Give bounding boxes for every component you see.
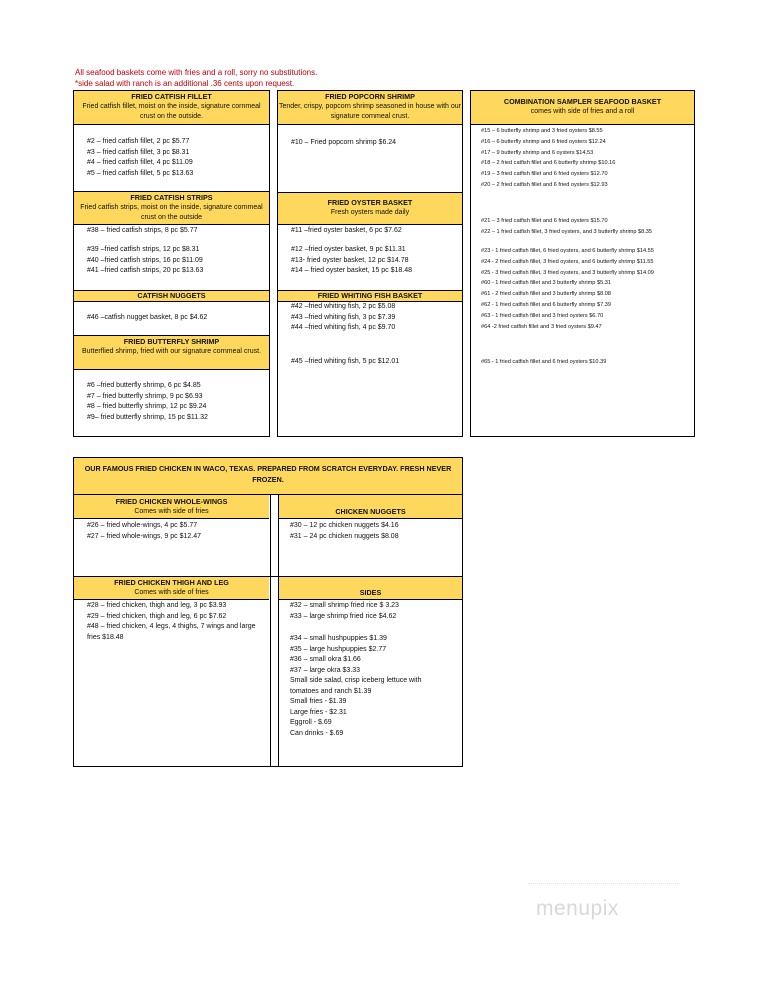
menu-item: #4 – fried catfish fillet, 4 pc $11.09	[87, 159, 193, 166]
menu-item: #42 –fried whiting fish, 2 pc $5.08	[291, 303, 396, 310]
sampler-title: COMBINATION SAMPLER SEAFOOD BASKET	[503, 97, 662, 106]
menu-item: #60 - 1 fried catfish fillet and 3 butterfly shrimp $5.31	[481, 280, 611, 287]
menu-item: #30 – 12 pc chicken nuggets $4.16	[290, 522, 399, 529]
oyster-basket-items-more	[291, 245, 412, 277]
menu-item: Large fries - $2.31	[290, 708, 347, 716]
sides-items-more	[290, 634, 450, 739]
menu-item: #31 – 24 pc chicken nuggets $8.08	[290, 532, 399, 540]
chicken-nuggets-header	[279, 495, 462, 519]
oyster-basket-header	[278, 193, 462, 225]
menu-item: #20 – 2 fried catfish fillet and 6 fried oysters $12.93	[481, 181, 608, 188]
menu-item: #13- fried oyster basket, 12 pc $14.78	[291, 256, 409, 264]
menu-item: #28 – fried chicken, thigh and leg, 3 pc $3.93	[87, 602, 227, 609]
menu-item: #23 - 1 fried catfish fillet, 6 fried oysters, and 6 butterfly shrimp $14.55	[481, 248, 654, 254]
sampler-items-4	[481, 357, 606, 368]
sampler-items	[481, 126, 615, 191]
catfish-fillet-desc: Fried catfish fillet, moist on the inside, signature cornmeal crust on the outside.	[82, 103, 261, 120]
menu-item: #39 –fried catfish strips, 12 pc $8.31	[87, 246, 200, 253]
menu-item: #9– fried butterfly shrimp, 15 pc $11.32	[87, 413, 208, 421]
butterfly-shrimp-items	[87, 381, 208, 423]
menu-item: #61 - 2 fried catfish fillet and 3 butterfly shrimp $8.08	[481, 291, 611, 298]
menu-item: #26 – fried whole-wings, 4 pc $5.77	[87, 522, 198, 529]
catfish-fillet-title: FRIED CATFISH FILLET	[131, 92, 212, 101]
menupix-watermark: menupix	[536, 897, 619, 920]
chicken-nuggets-items	[290, 521, 399, 542]
catfish-fillet-header	[74, 91, 269, 125]
menu-item: #15 – 6 butterfly shrimp and 3 fried oysters $8.55	[481, 128, 603, 134]
thigh-leg-items	[87, 601, 269, 643]
popcorn-shrimp-title: FRIED POPCORN SHRIMP	[325, 92, 415, 101]
butterfly-shrimp-title: FRIED BUTTERFLY SHRIMP	[123, 337, 220, 346]
popcorn-shrimp-items	[291, 138, 396, 149]
menu-item: Small fries - $1.39	[290, 698, 347, 705]
menu-item: #17 – 9 butterfly shrimp and 6 oysters $14.53	[481, 149, 594, 156]
menu-item: #19 – 3 fried catfish fillet and 6 fried oysters $12.70	[481, 171, 608, 178]
menu-item: #10 – Fried popcorn shrimp $6.24	[291, 139, 397, 146]
catfish-strips-title: FRIED CATFISH STRIPS	[130, 193, 213, 202]
menu-item: #43 –fried whiting fish, 3 pc $7.39	[291, 313, 396, 321]
menu-item: #35 – large hushpuppies $2.77	[290, 645, 387, 653]
menu-item: #36 – small okra $1.66	[290, 656, 361, 663]
menu-item: #2 – fried catfish fillet, 2 pc $5.77	[87, 138, 190, 145]
catfish-strips-items-more	[87, 245, 203, 277]
menu-item: Eggroll - $.69	[290, 719, 332, 726]
catfish-fillet-items	[87, 137, 193, 179]
sampler-items-2	[481, 216, 652, 238]
seafood-left-column	[73, 90, 270, 437]
menu-item: #29 – fried chicken, thigh and leg, 6 pc $7.62	[87, 612, 227, 620]
popcorn-shrimp-header	[278, 91, 462, 125]
catfish-strips-header	[74, 192, 269, 225]
whiting-fish-header	[278, 291, 462, 302]
menu-item: #22 – 1 fried catfish fillet, 3 fried oysters, and 3 butterfly shrimp $8.35	[481, 228, 653, 235]
menu-item: #33 – large shrimp fried rice $4.62	[290, 612, 397, 620]
oyster-basket-items	[291, 226, 402, 237]
butterfly-shrimp-desc: Butterflied shrimp, fried with our signature cornmeal crust.	[82, 348, 261, 355]
menu-item: #62 - 1 fried catfish fillet and 6 butterfly shrimp $7.39	[481, 301, 611, 308]
menu-item: #44 –fried whiting fish, 4 pc $9.70	[291, 324, 396, 331]
thigh-leg-desc: Comes with side of fries	[134, 589, 209, 596]
menu-item: #64 -2 fried catfish fillet and 3 fried oysters $9.47	[481, 323, 602, 330]
menu-item: #3 – fried catfish fillet, 3 pc $8.31	[87, 148, 190, 156]
side-salad-notice: *side salad with ranch is an additional .36 cents upon request.	[75, 79, 295, 88]
catfish-strips-desc: Fried catfish strips, moist on the inside, signature cornmeal crust on the outside	[80, 204, 263, 221]
chicken-banner	[74, 458, 462, 495]
whole-wings-desc: Comes with side of fries	[134, 508, 209, 515]
sampler-desc: comes with side of fries and a roll	[530, 108, 635, 115]
menu-item: #7 – fried butterfly shrimp, 9 pc $6.93	[87, 392, 203, 400]
whole-wings-header	[74, 495, 269, 519]
menu-item: #6 –fried butterfly shrimp, 6 pc $4.85	[87, 382, 201, 389]
sides-header	[279, 577, 462, 600]
sampler-column	[470, 90, 695, 437]
menu-item: #25 - 3 fried catfish fillet, 3 fried oysters, and 3 butterfly shrimp $14.09	[481, 269, 654, 276]
menu-item: #63 - 1 fried catfish fillet and 3 fried oysters $6.70	[481, 312, 604, 319]
chicken-section	[73, 457, 463, 767]
menu-item: #8 – fried butterfly shrimp, 12 pc $9.24	[87, 403, 207, 410]
menu-item: Can drinks - $.69	[290, 729, 344, 737]
menu-item: #46 –catfish nugget basket, 8 pc $4.62	[87, 314, 208, 321]
popcorn-shrimp-desc: Tender, crispy, popcorn shrimp seasoned in house with our signature cornmeal crust.	[279, 103, 461, 120]
sampler-items-3	[481, 246, 654, 332]
catfish-nuggets-header	[74, 291, 269, 302]
thigh-leg-title: FRIED CHICKEN THIGH AND LEG	[114, 578, 229, 587]
seafood-middle-column	[277, 90, 463, 437]
menu-item: #11 –fried oyster basket, 6 pc $7.62	[291, 227, 402, 234]
menu-item: #16 – 6 butterfly shrimp and 6 fried oysters $12.24	[481, 138, 606, 145]
catfish-strips-items	[87, 226, 198, 237]
whole-wings-title: FRIED CHICKEN WHOLE-WINGS	[115, 497, 228, 506]
menu-item: #12 –fried oyster basket, 9 pc $11.31	[291, 246, 406, 253]
menu-item: #48 – fried chicken, 4 legs, 4 thighs, 7 wings and large fries $18.48	[87, 623, 256, 641]
thigh-leg-header	[74, 577, 269, 600]
sampler-header	[471, 91, 694, 125]
oyster-basket-title: FRIED OYSTER BASKET	[327, 198, 413, 207]
menu-item: #5 – fried catfish fillet, 5 pc $13.63	[87, 169, 194, 177]
menu-item: #34 – small hushpuppies $1.39	[290, 635, 387, 642]
menu-item: #27 – fried whole-wings, 9 pc $12.47	[87, 532, 202, 540]
butterfly-shrimp-header	[74, 336, 269, 370]
menu-item: #14 – fried oyster basket, 15 pc $18.48	[291, 267, 413, 274]
whiting-fish-items-more	[291, 357, 399, 368]
menu-item: #38 – fried catfish strips, 8 pc $5.77	[87, 227, 198, 234]
seafood-notice: All seafood baskets come with fries and a roll, sorry no substitutions.	[75, 68, 318, 77]
whiting-fish-title: FRIED WHITING FISH BASKET	[317, 291, 423, 300]
chicken-nuggets-title: CHICKEN NUGGETS	[335, 507, 406, 516]
sides-items	[290, 601, 399, 622]
menu-item: #32 – small shrimp fried rice $ 3.23	[290, 602, 399, 609]
catfish-nuggets-title: CATFISH NUGGETS	[137, 291, 206, 300]
menu-item: Small side salad, crisp iceberg lettuce with tomatoes and ranch $1.39	[290, 677, 422, 695]
whiting-fish-items	[291, 302, 395, 334]
chicken-banner-text: OUR FAMOUS FRIED CHICKEN IN WACO, TEXAS. PREPARED FROM SCRATCH EVERYDAY. FRESH NEVER FROZEN.	[84, 464, 452, 484]
menu-item: #21 – 3 fried catfish fillet and 6 fried oysters $15.70	[481, 218, 608, 224]
menu-item: #24 - 2 fried catfish fillet, 3 fried oysters, and 6 butterfly shrimp $11.55	[481, 258, 654, 265]
sides-title: SIDES	[359, 588, 382, 597]
menu-item: #45 –fried whiting fish, 5 pc $12.01	[291, 358, 400, 365]
menu-item: #65 - 1 fried catfish fillet and 6 fried oysters $10.39	[481, 359, 607, 365]
menu-item: #37 – large okra $3.33	[290, 666, 361, 674]
catfish-nuggets-items	[87, 313, 207, 324]
oyster-basket-desc: Fresh oysters made daily	[330, 209, 410, 216]
menu-item: #41 –fried catfish strips, 20 pc $13.63	[87, 267, 204, 274]
watermark-dots	[528, 883, 680, 889]
menu-item: #18 – 2 fried catfish fillet and 6 butterfly shrimp $10.16	[481, 160, 616, 167]
menu-item: #40 –fried catfish strips, 16 pc $11.09	[87, 256, 203, 264]
whole-wings-items	[87, 521, 201, 542]
